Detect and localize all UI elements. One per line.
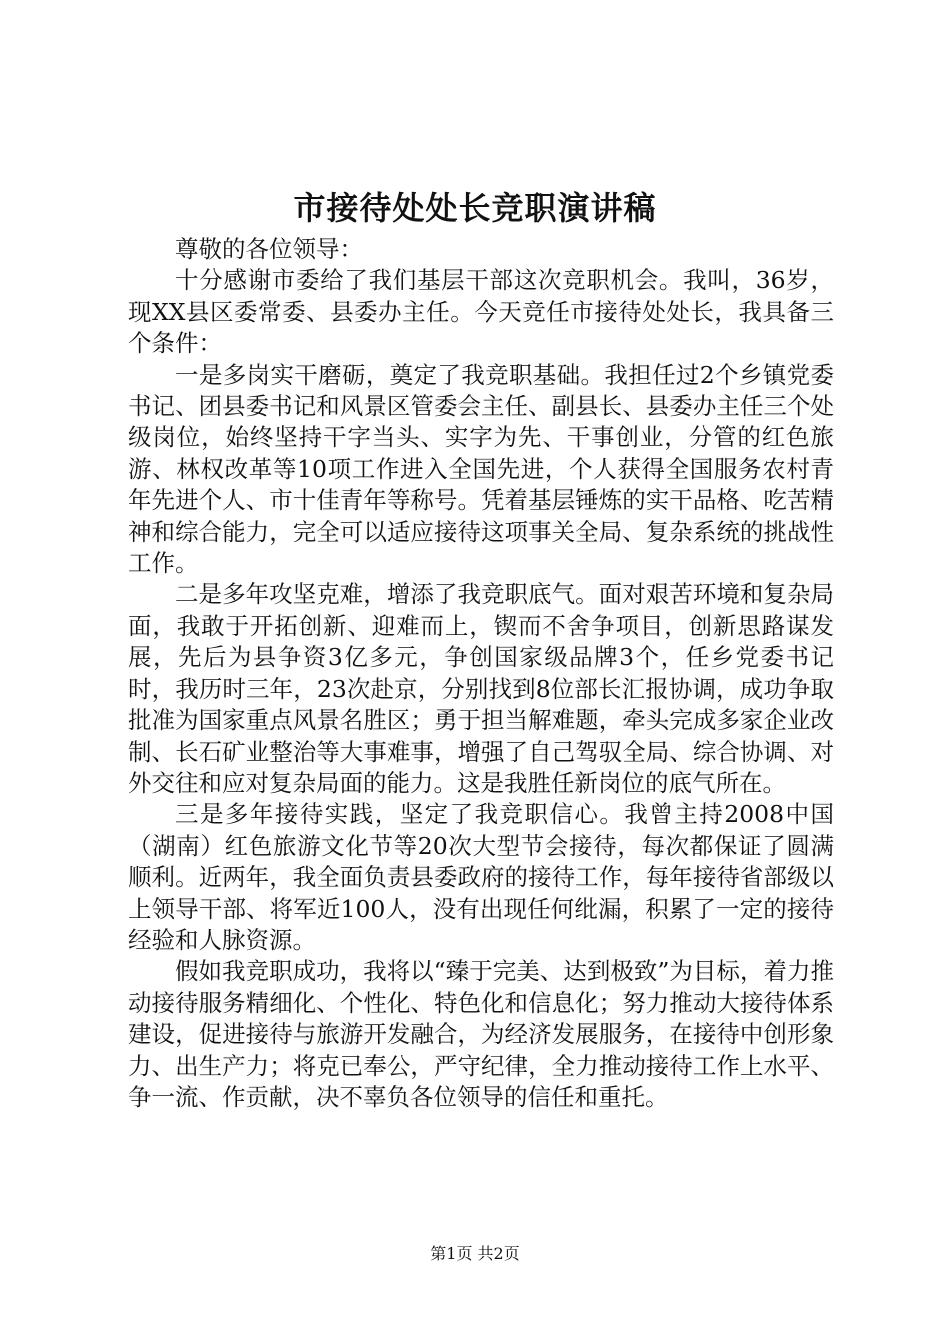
page-footer: 第1页 共2页 (430, 1244, 520, 1263)
document-title: 市接待处处长竞职演讲稿 (293, 189, 657, 227)
salutation: 尊敬的各位领导： (175, 235, 363, 263)
paragraph-intro: 十分感谢市委给了我们基层干部这次竞职机会。我叫，36岁，现XX县区委常委、县委办主任。今天竞任市接待处处长，我具备三个条件： (128, 266, 834, 358)
document-body (128, 234, 834, 1113)
paragraph-second-condition: 二是多年攻坚克难，增添了我竞职底气。面对艰苦环境和复杂局面，我敢于开拓创新、迎难而上，锲而不舍争项目，创新思路谋发展，先后为县争资3亿多元，争创国家级品牌3个，任乡党委书记时，我历时三年，23次赴京，分别找到8位部长汇报协调，成功争取批准为国家重点风景名胜区；勇于担当解难题，牵头完成多家企业改制、长石矿业整治等大事难事，增强了自己驾驭全局、综合协调、对外交往和应对复杂局面的能力。这是我胜任新岗位的底气所在。 (128, 580, 834, 797)
paragraph-third-condition: 三是多年接待实践，坚定了我竞职信心。我曾主持2008中国（湖南）红色旅游文化节等20次大型节会接待，每次都保证了圆满顺利。近两年，我全面负责县委政府的接待工作，每年接待省部级以上领导干部、将军近100人，没有出现任何纰漏，积累了一定的接待经验和人脉资源。 (128, 800, 834, 954)
paragraph-conclusion: 假如我竞职成功，我将以“臻于完美、达到极致”为目标，着力推动接待服务精细化、个性化、特色化和信息化；努力推动大接待体系建设，促进接待与旅游开发融合，为经济发展服务，在接待中创形象力、出生产力；将克已奉公，严守纪律，全力推动接待工作上水平、争一流、作贡献，决不辜负各位领导的信任和重托。 (128, 957, 834, 1111)
paragraph-first-condition: 一是多岗实干磨砺，奠定了我竞职基础。我担任过2个乡镇党委书记、团县委书记和风景区管委会主任、副县长、县委办主任三个处级岗位，始终坚持干字当头、实字为先、干事创业，分管的红色旅游、林权改革等10项工作进入全国先进，个人获得全国服务农村青年先进个人、市十佳青年等称号。凭着基层锤炼的实干品格、吃苦精神和综合能力，完全可以适应接待这项事关全局、复杂系统的挑战性工作。 (128, 360, 834, 578)
